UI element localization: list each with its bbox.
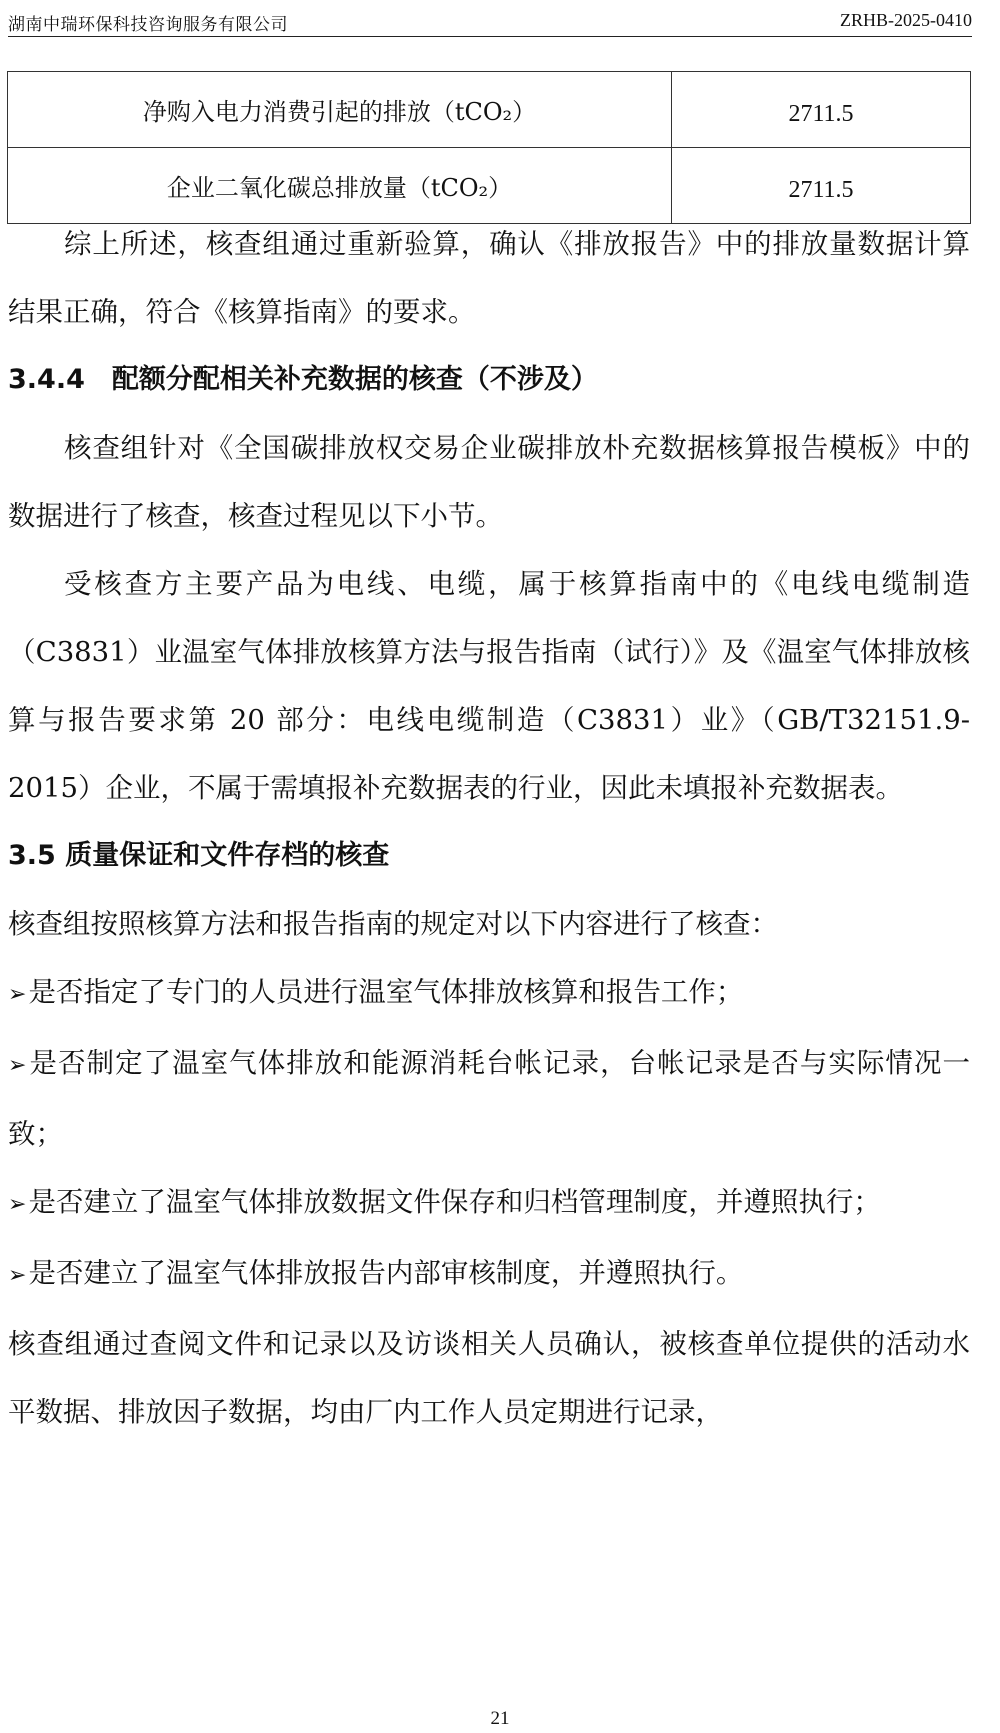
arrow-bullet-icon: ➢: [8, 1192, 27, 1217]
arrow-bullet-icon: ➢: [8, 1263, 27, 1288]
table-cell-label: 企业二氧化碳总排放量（tCO₂）: [8, 148, 672, 224]
page-number: 21: [490, 1708, 510, 1729]
page-header: [8, 6, 972, 37]
section-3-4-4-heading: 3.4.4 配额分配相关补充数据的核查（不涉及）: [8, 364, 598, 395]
list-item: [8, 1168, 970, 1239]
section-3-5-intro: 核查组按照核算方法和报告指南的规定对以下内容进行了核查：: [8, 908, 778, 940]
list-item-text: 是否建立了温室气体排放报告内部审核制度，并遵照执行。: [28, 1257, 744, 1289]
list-item-text: 是否建立了温室气体排放数据文件保存和归档管理制度，并遵照执行；: [28, 1186, 881, 1218]
list-item-text: 是否指定了专门的人员进行温室气体排放核算和报告工作；: [28, 976, 744, 1008]
table-row: [8, 72, 971, 148]
company-name: 湖南中瑞环保科技咨询服务有限公司: [8, 15, 288, 35]
closing-paragraph: 核查组通过查阅文件和记录以及访谈相关人员确认，被核查单位提供的活动水平数据、排放因子数据，均由厂内工作人员定期进行记录，: [8, 1328, 970, 1428]
arrow-bullet-icon: ➢: [8, 1053, 27, 1078]
document-number: ZRHB-2025-0410: [840, 10, 972, 30]
emissions-table: [7, 71, 971, 224]
document-body: [8, 210, 970, 1446]
table-cell-value: 2711.5: [672, 72, 971, 148]
section-3-4-4-paragraph-1: 核查组针对《全国碳排放权交易企业碳排放朴充数据核算报告模板》中的数据进行了核查，核查过程见以下小节。: [8, 432, 970, 532]
list-item: [8, 1029, 970, 1168]
section-3-4-4-paragraph-2: 受核查方主要产品为电线、电缆，属于核算指南中的《电线电缆制造（C3831）业温室气体排放核算方法与报告指南（试行）》及《温室气体排放核算与报告要求第 20 部分：电线电缆制造（C3831）业》（GB/T32151.9-2015）企业，不属于需填报补充数据表的行业，因此未填报补充数据表。: [8, 568, 970, 804]
arrow-bullet-icon: ➢: [8, 982, 27, 1007]
list-item-text: 是否制定了温室气体排放和能源消耗台帐记录，台帐记录是否与实际情况一致；: [8, 1047, 970, 1150]
list-item: [8, 1239, 970, 1310]
summary-paragraph: 综上所述，核查组通过重新验算，确认《排放报告》中的排放量数据计算结果正确，符合《核算指南》的要求。: [8, 228, 970, 328]
list-item: [8, 958, 970, 1029]
table-cell-value: 2711.5: [672, 148, 971, 224]
section-3-5-heading: 3.5 质量保证和文件存档的核查: [8, 840, 390, 871]
table-cell-label: 净购入电力消费引起的排放（tCO₂）: [8, 72, 672, 148]
